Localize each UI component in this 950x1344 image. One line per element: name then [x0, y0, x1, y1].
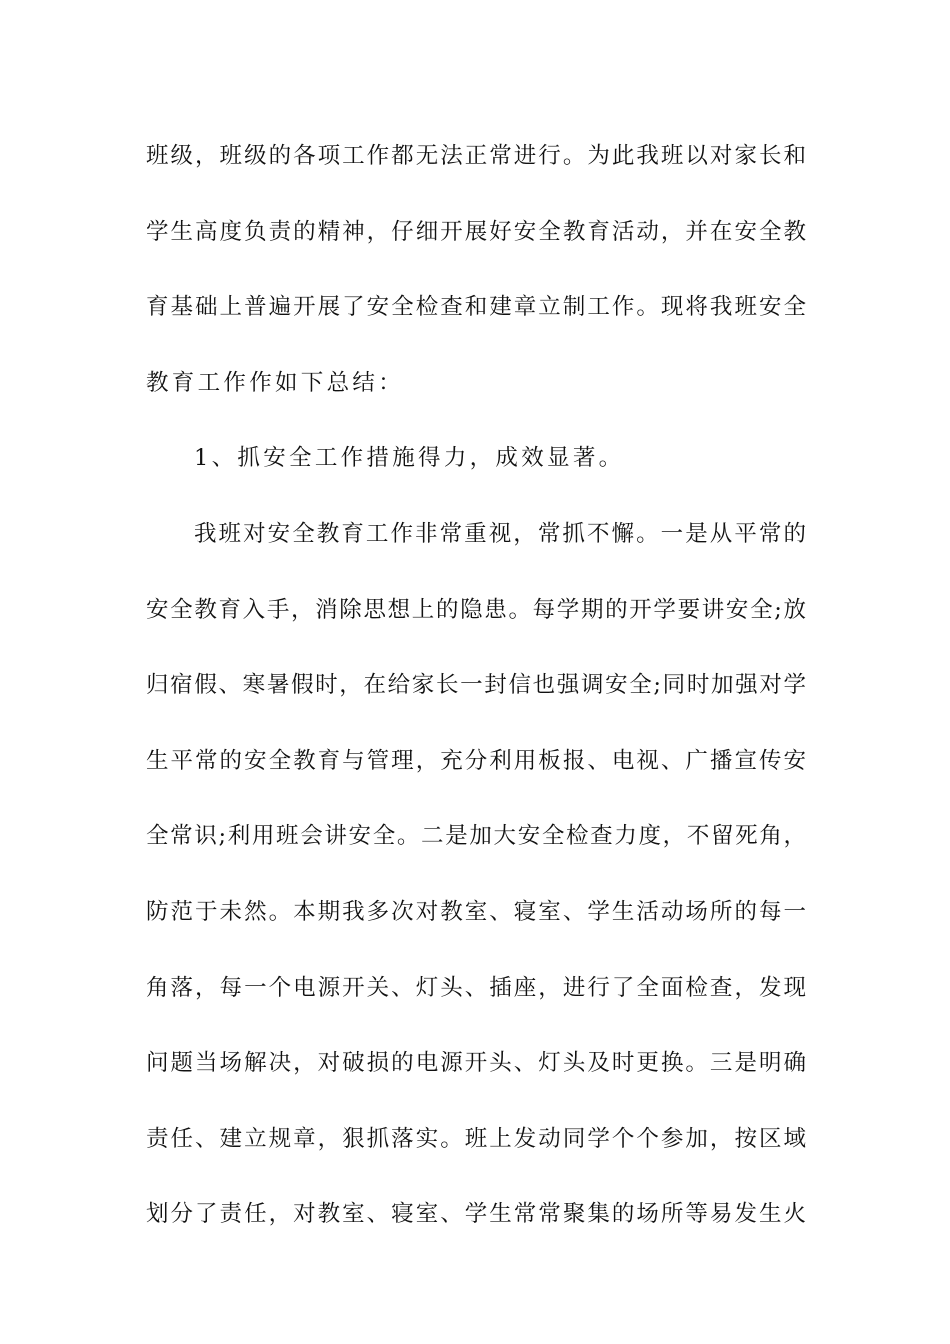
text-line-9: 生平常的安全教育与管理，充分利用板报、电视、广播宣传安: [146, 747, 806, 774]
text-line-13: 问题当场解决，对破损的电源开头、灯头及时更换。三是明确: [146, 1050, 806, 1077]
text-line-3: 育基础上普遍开展了安全检查和建章立制工作。现将我班安全: [146, 294, 806, 321]
text-line-10: 全常识;利用班会讲安全。二是加大安全检查力度，不留死角，: [146, 823, 806, 850]
text-line-4: 教育工作作如下总结：: [146, 369, 405, 396]
text-line-14: 责任、建立规章，狠抓落实。班上发动同学个个参加，按区域: [146, 1125, 806, 1152]
text-line-12: 角落，每一个电源开关、灯头、插座，进行了全面检查，发现: [146, 974, 806, 1001]
text-line-8: 归宿假、寒暑假时，在给家长一封信也强调安全;同时加强对学: [146, 672, 806, 699]
text-line-6: 我班对安全教育工作非常重视，常抓不懈。一是从平常的: [194, 520, 806, 547]
text-line-7: 安全教育入手，消除思想上的隐患。每学期的开学要讲安全;放: [146, 596, 806, 623]
text-line-15: 划分了责任，对教室、寝室、学生常常聚集的场所等易发生火: [146, 1201, 806, 1228]
text-line-2: 学生高度负责的精神，仔细开展好安全教育活动，并在安全教: [146, 218, 806, 245]
text-line-1: 班级，班级的各项工作都无法正常进行。为此我班以对家长和: [146, 143, 806, 169]
section-heading-1: 1、抓安全工作措施得力，成效显著。: [194, 445, 625, 472]
text-line-11: 防范于未然。本期我多次对教室、寝室、学生活动场所的每一: [146, 898, 806, 925]
body-text: [146, 130, 806, 1264]
